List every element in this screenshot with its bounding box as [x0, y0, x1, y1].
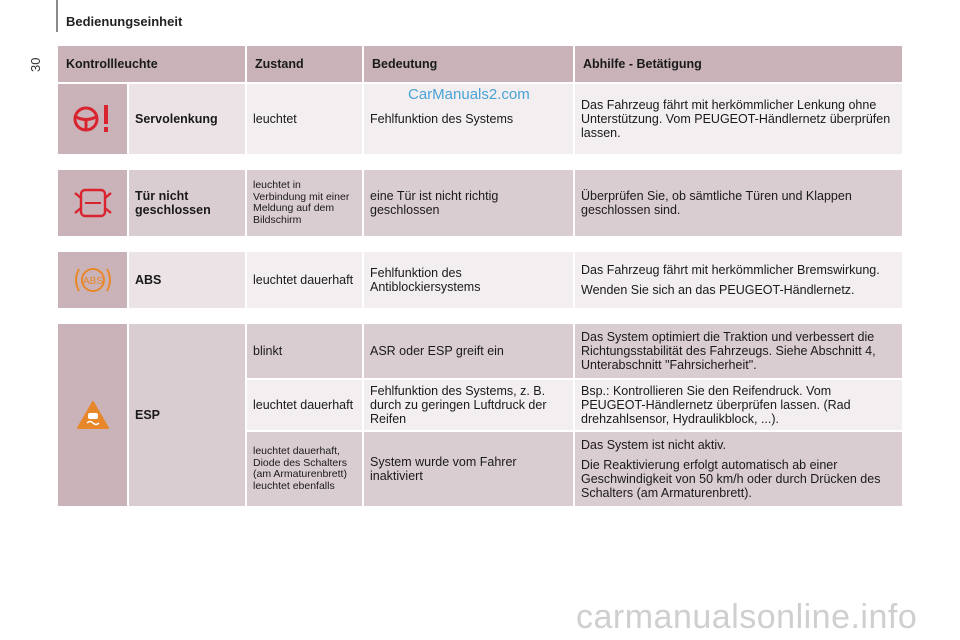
light-meaning: Fehlfunktion des Systems, z. B. durch zu geringen Luftdruck der Reifen [364, 380, 573, 430]
header-kontrollleuchte: Kontrollleuchte [58, 46, 245, 82]
remedy-text: Überprüfen Sie, ob sämtliche Türen und Klappen geschlossen sind. [581, 189, 852, 217]
section-title: Bedienungseinheit [66, 14, 183, 29]
light-state: leuchtet in Verbindung mit einer Meldung auf dem Bildschirm [247, 170, 362, 236]
remedy-text: Das Fahrzeug fährt mit herkömmlicher Lenkung ohne Unterstützung. Vom PEUGEOT-Händlernetz überprüfen lassen. [581, 98, 891, 140]
light-state: leuchtet dauerhaft [247, 380, 362, 430]
power-steering-warning-icon [58, 84, 127, 154]
light-remedy [575, 170, 902, 236]
header-zustand: Zustand [247, 46, 362, 82]
light-state: blinkt [247, 324, 362, 378]
esp-warning-icon [58, 324, 127, 506]
light-remedy [575, 432, 902, 506]
light-name: Tür nicht geschlossen [129, 170, 245, 236]
header-bedeutung: Bedeutung [364, 46, 573, 82]
light-state: leuchtet dauerhaft [247, 252, 362, 308]
watermark-bottom: carmanualsonline.info [576, 598, 918, 636]
door-open-warning-icon [58, 170, 127, 236]
table-row [58, 324, 902, 378]
table-row [58, 252, 902, 308]
page-number: 30 [28, 57, 43, 72]
light-name: Servolenkung [129, 84, 245, 154]
light-meaning: Fehlfunktion des Antiblockiersystems [364, 252, 573, 308]
light-meaning: ASR oder ESP greift ein [364, 324, 573, 378]
svg-text:ABS: ABS [82, 276, 103, 287]
light-remedy [575, 84, 902, 154]
table-row [58, 170, 902, 236]
light-state: leuchtet [247, 84, 362, 154]
light-name: ESP [129, 324, 245, 506]
light-remedy [575, 324, 902, 378]
remedy-text: Wenden Sie sich an das PEUGEOT-Händlernetz. [581, 283, 855, 297]
light-state: leuchtet dauerhaft, Diode des Schalters (am Armaturenbrett) leuchtet ebenfalls [247, 432, 362, 506]
light-remedy [575, 252, 902, 308]
light-name: ABS [129, 252, 245, 308]
remedy-text: Das System optimiert die Traktion und verbessert die Richtungsstabilität des Fahrzeugs. Siehe Abschnitt 4, Unterabschnitt "Fahrsicherheit". [581, 330, 876, 372]
warning-lights-table [56, 44, 904, 508]
light-meaning: System wurde vom Fahrer inaktiviert [364, 432, 573, 506]
header-abhilfe: Abhilfe - Betätigung [575, 46, 902, 82]
remedy-text: Das System ist nicht aktiv. [581, 438, 726, 452]
sidebar-divider [56, 0, 58, 32]
watermark-top: CarManuals2.com [408, 86, 530, 103]
abs-warning-icon [58, 252, 127, 308]
light-meaning: Fehlfunktion des Systems [364, 84, 573, 154]
light-remedy [575, 380, 902, 430]
remedy-text: Die Reaktivierung erfolgt automatisch ab einer Geschwindigkeit von 50 km/h oder durch Drücken des Schalters (am Armaturenbrett). [581, 458, 881, 500]
table-header-row [58, 46, 902, 82]
remedy-text: Bsp.: Kontrollieren Sie den Reifendruck. Vom PEUGEOT-Händlernetz überprüfen lassen. (Rad drehzahlsensor, Hydraulikblock, ...). [581, 384, 851, 426]
remedy-text: Das Fahrzeug fährt mit herkömmlicher Bremswirkung. [581, 263, 880, 277]
light-meaning: eine Tür ist nicht richtig geschlossen [364, 170, 573, 236]
